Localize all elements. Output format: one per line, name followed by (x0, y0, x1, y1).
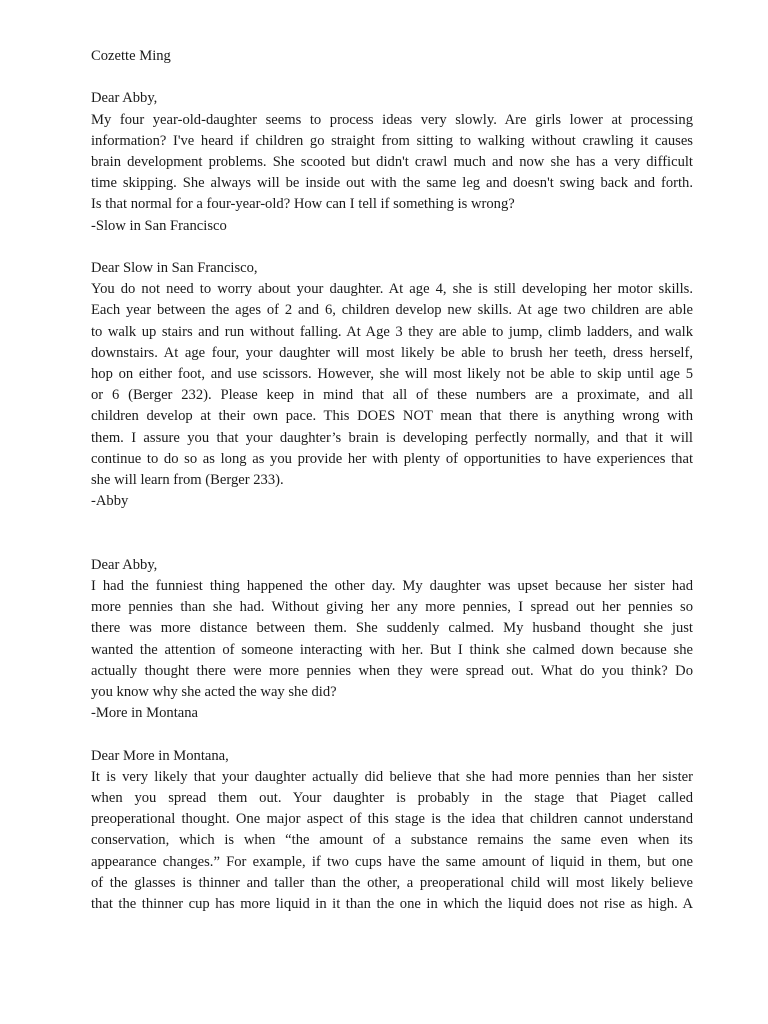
letter-line: time skipping. She always will be inside out with the same leg and doesn't swing back and forth. (91, 175, 693, 192)
spacer (91, 724, 693, 745)
letter-line: Is that normal for a four-year-old? How can I tell if something is wrong? (91, 196, 515, 213)
letter-signature: -More in Montana (91, 705, 198, 722)
reply-line: You do not need to worry about your daughter. At age 4, she is still developing her motor skills. (91, 281, 693, 298)
letter-line: My four year-old-daughter seems to process ideas very slowly. Are girls lower at processing (91, 111, 693, 128)
reply-line: them. I assure you that your daughter’s brain is developing perfectly normally, and that it will (91, 429, 693, 446)
reply-abby-1 (91, 258, 693, 512)
reply-line: downstairs. At age four, your daughter will most likely be able to brush her teeth, dress herself, (91, 344, 693, 361)
reply-line: she will learn from (Berger 233). (91, 472, 284, 489)
letter-line: there was more distance between them. She suddenly calmed. My husband thought she just (91, 620, 693, 637)
letter-line: I had the funniest thing happened the other day. My daughter was upset because her sister had (91, 578, 693, 595)
reply-line: Each year between the ages of 2 and 6, children develop new skills. At age two children are able (91, 302, 693, 319)
letter-line: brain development problems. She scooted but didn't crawl much and now she has a very difficult (91, 154, 693, 170)
reply-salutation: Dear Slow in San Francisco, (91, 260, 258, 276)
letter-more-in-montana (91, 555, 693, 725)
spacer (91, 512, 693, 554)
reply-line: It is very likely that your daughter actually did believe that she had more pennies than her sister (91, 768, 693, 785)
reply-line: when you spread them out. Your daughter is probably in the stage that Piaget called (91, 790, 693, 807)
reply-line: children develop at their own pace. This DOES NOT mean that there is anything wrong with (91, 408, 693, 425)
letter-slow-in-san-francisco (91, 88, 693, 236)
reply-line: appearance changes.” For example, if two cups have the same amount of liquid in them, but one (91, 853, 693, 870)
reply-line: of the glasses is thinner and taller than the other, a preoperational child will most likely believe (91, 874, 693, 891)
letter-line: more pennies than she had. Without giving her any more pennies, I spread out her pennies so (91, 599, 693, 616)
reply-line: to walk up stairs and run without falling. At Age 3 they are able to jump, climb ladders, and walk (91, 323, 693, 340)
letter-salutation: Dear Abby, (91, 556, 158, 573)
reply-line: or 6 (Berger 232). Please keep in mind that all of these numbers are a proximate, and all (91, 387, 693, 404)
reply-line: that the thinner cup has more liquid in it than the one in which the liquid does not rise as high. A (91, 896, 693, 913)
spacer (91, 237, 693, 258)
spacer (91, 67, 693, 88)
letter-line: wanted the attention of someone interacting with her. But I think she calmed down because she (91, 641, 693, 658)
reply-line: preoperational thought. One major aspect of this stage is the idea that children cannot understand (91, 811, 693, 828)
letter-signature: -Slow in San Francisco (91, 217, 227, 234)
reply-signature: -Abby (91, 493, 129, 510)
reply-line: conservation, which is when “the amount of a substance remains the same even when its (91, 832, 693, 849)
author-name: Cozette Ming (91, 48, 171, 64)
letter-line: information? I've heard if children go straight from sitting to walking without crawling it causes (91, 132, 693, 149)
reply-line: hop on either foot, and use scissors. However, she will most likely not be able to skip until age 5 (91, 366, 693, 383)
reply-abby-2 (91, 746, 693, 916)
letter-salutation: Dear Abby, (91, 90, 158, 107)
letter-line: actually thought there were more pennies when they were spread out. What do you think? Do (91, 662, 693, 679)
reply-salutation: Dear More in Montana, (91, 747, 229, 764)
letter-line: you know why she acted the way she did? (91, 684, 337, 701)
reply-line: continue to do so as long as you provide her with plenty of opportunities to have experiences that (91, 450, 693, 467)
document-body (91, 46, 693, 915)
